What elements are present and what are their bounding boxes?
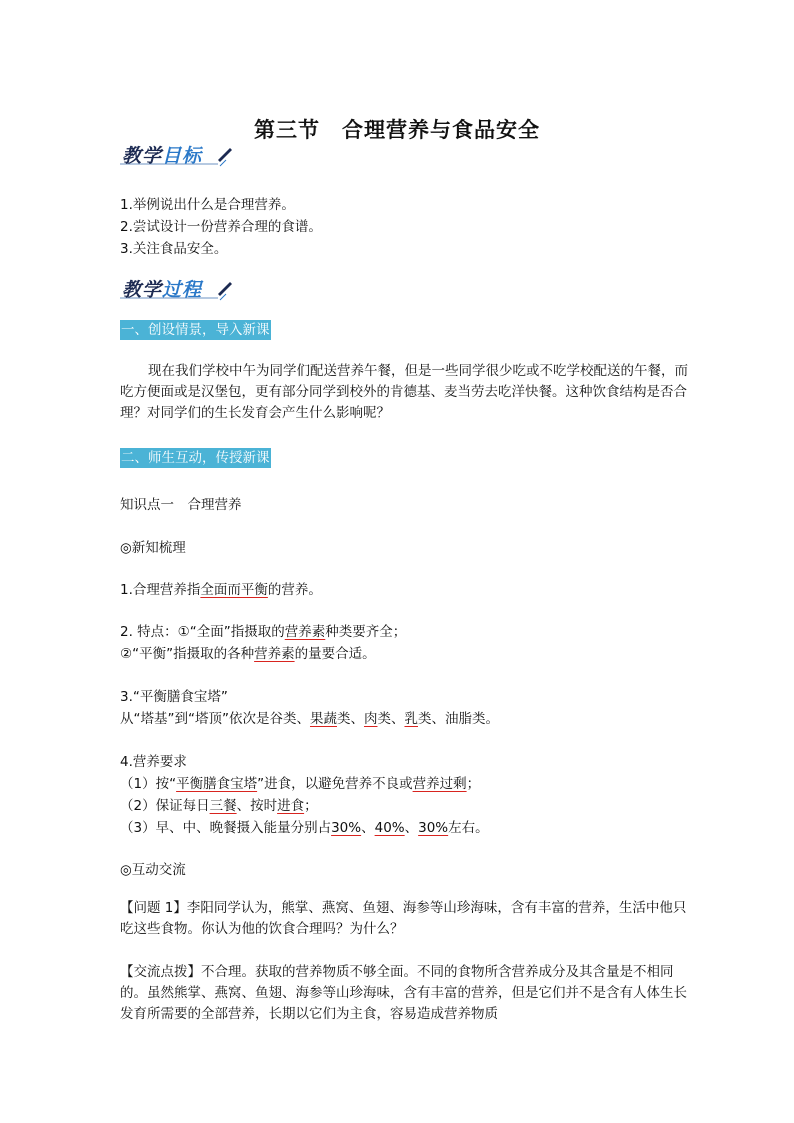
question-paragraph: 【问题 1】李阳同学认为，熊掌、燕窝、鱼翅、海参等山珍海味，含有丰富的营养，生活中他只吃这些食物。你认为他的饮食合理吗？为什么？ [120,900,687,937]
goal-line: 3.关注食品安全。 [120,241,228,257]
item-3-title: 3.“平衡膳食宝塔” [120,689,228,705]
badge-text: 教学 [122,145,163,167]
teaching-process-badge [118,274,238,304]
item-2-line-2: ②“平衡”指摄取的各种营养素的量要合适。 [120,646,376,662]
item-4-rule-2: （2）保证每日三餐、按时进食； [120,798,318,814]
subsection-heading: ◎新知梳理 [120,540,186,556]
section-heading: 二、师生互动，传授新课 [121,450,270,466]
answer-paragraph: 【交流点拨】不合理。获取的营养物质不够全面。不同的食物所含营养成分及其含量是不相同的。虽然熊掌、燕窝、鱼翅、海参等山珍海味，含有丰富的营养，但是它们并不是含有人体生长发育所需要的全部营养，长期以它们为主食，容易造成营养物质 [120,964,687,1022]
page-title: 第三节 合理营养与食品安全 [254,117,540,142]
item-4-title: 4.营养要求 [120,754,187,770]
item-2-line-1: 2. 特点：①“全面”指摄取的营养素种类要齐全； [120,624,407,640]
item-4-rule-1: （1）按“平衡膳食宝塔”进食，以避免营养不良或营养过剩； [120,776,481,792]
item-4-rule-3: （3）早、中、晚餐摄入能量分别占30%、40%、30%左右。 [120,820,489,836]
subsection-heading: ◎互动交流 [120,862,186,878]
knowledge-point-heading: 知识点一 合理营养 [120,497,242,513]
badge-text: 教学 [122,279,163,301]
badge-text-accent: 目标 [162,145,203,167]
item-3-line: 从“塔基”到“塔顶”依次是谷类、果蔬类、肉类、乳类、油脂类。 [120,711,499,727]
goal-line: 2.尝试设计一份营养合理的食谱。 [120,219,322,235]
item-1: 1.合理营养指全面而平衡的营养。 [120,582,322,598]
goal-line: 1.举例说出什么是合理营养。 [120,197,295,213]
badge-text-accent: 过程 [162,279,203,301]
intro-paragraph: 现在我们学校中午为同学们配送营养午餐，但是一些同学很少吃或不吃学校配送的午餐，而吃方便面或是汉堡包，更有部分同学到校外的肯德基、麦当劳去吃洋快餐。这种饮食结构是否合理？对同学们的生长发育会产生什么影响呢？ [120,363,688,421]
section-heading: 一、创设情景，导入新课 [121,322,270,338]
teaching-goals-badge [118,140,238,170]
